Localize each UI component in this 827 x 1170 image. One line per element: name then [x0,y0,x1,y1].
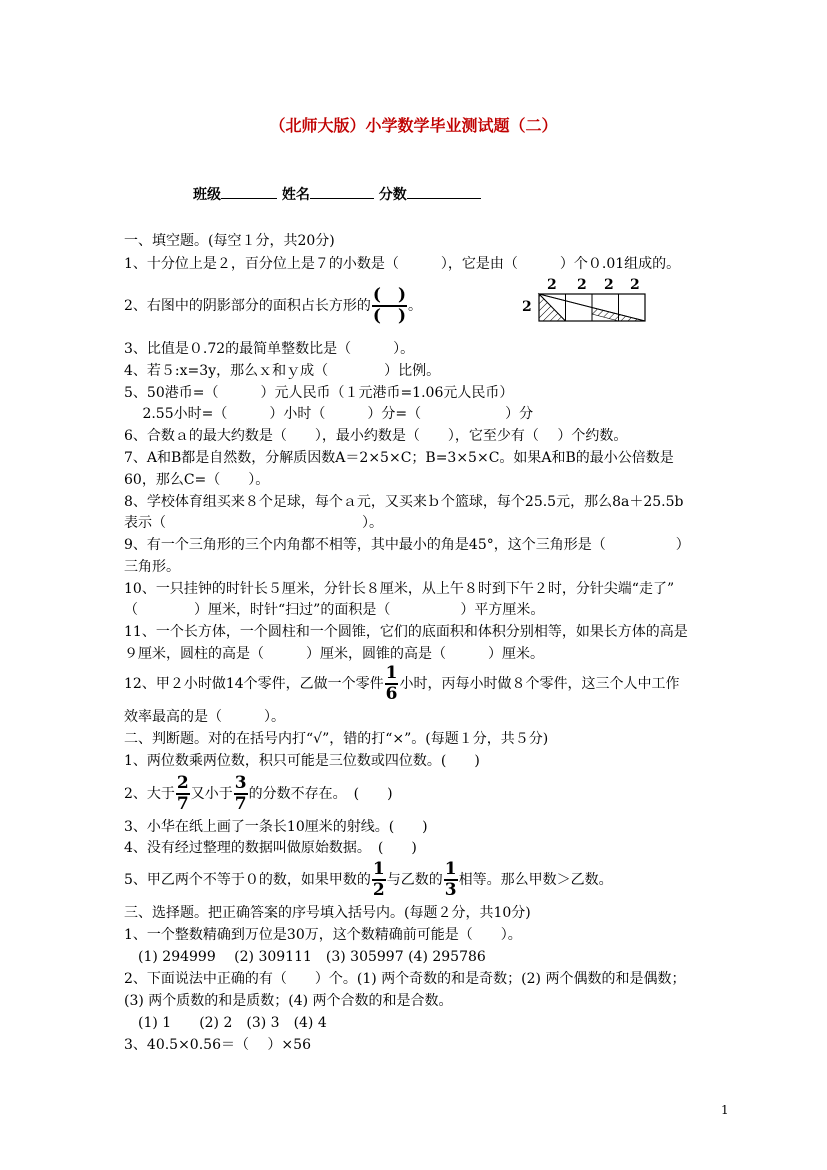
figure-top-label: 2 [577,277,587,293]
question: 3、小华在纸上画了一条长10厘米的射线。( ) [124,819,428,835]
question: 效率最高的是（ ）。 [124,709,285,725]
question: （ ）厘米，时针“扫过”的面积是（ ）平方厘米。 [124,602,545,618]
question: 5、50港币=（ ）元人民币（１元港币=1.06元人民币） [124,385,514,401]
fraction: $\frac{1}{2}$ [372,859,385,900]
student-info [193,184,481,204]
page-title: （北师大版）小学数学毕业测试题（二） [269,116,558,135]
section3-header: 三、选择题。把正确答案的序号填入括号内。(每题２分，共10分) [124,905,531,921]
fraction: $\frac{( )}{( )}$ [372,285,406,326]
class-label: 班级 [193,187,221,203]
question: 2、右图中的阴影部分的面积占长方形的 $\frac{( )}{( )}$ 。 [124,285,422,326]
class-blank [221,184,277,199]
question: 2、大于 $\frac{2}{7}$ 又小于 $\frac{3}{7}$ 的分数不存在。 ( ) [124,773,393,814]
fraction: $\frac{3}{7}$ [234,773,247,814]
question: 4、若５:x=3y，那么ｘ和ｙ成（ ）比例。 [124,363,441,379]
question: 4、没有经过整理的数据叫做原始数据。 ( ) [124,840,417,856]
score-blank [407,184,481,199]
question: 三角形。 [124,559,180,575]
question: 2、下面说法中正确的有（ ）个。(1) 两个奇数的和是奇数；(2) 两个偶数的和是偶数； [124,971,686,987]
question: ９厘米，圆柱的高是（ ）厘米，圆锥的高是（ ）厘米。 [124,646,544,662]
question-options: (1) 1 (2) 2 (3) 3 (4) 4 [124,1015,327,1031]
section2-header: 二、判断题。对的在括号内打“√”，错的打“×”。(每题１分，共５分) [124,731,549,747]
question: 10、一只挂钟的时针长５厘米，分针长８厘米，从上午８时到下午２时，分针尖端“走了” [124,581,675,597]
score-label: 分数 [378,187,407,203]
name-label: 姓名 [281,187,310,203]
name-blank [310,184,374,199]
figure-top-label: 2 [604,277,614,293]
question: 表示（ ）。 [124,515,383,531]
question: 12、甲２小时做14个零件，乙做一个零件 $\frac{1}{6}$ 小时，丙每小时做８个零件，这三个人中工作 [124,663,680,704]
section1-header: 一、填空题。(每空１分，共20分) [124,233,335,249]
question: 2.55小时=（ ）小时（ ）分=（ ）分 [124,406,534,422]
question: 5、甲乙两个不等于０的数，如果甲数的 $\frac{1}{2}$ 与乙数的 $\frac{1}{3}$ 相等。那么甲数＞乙数。 [124,859,613,900]
question: 9、有一个三角形的三个内角都不相等，其中最小的角是45°，这个三角形是（ ） [124,537,690,553]
question: 1、十分位上是２，百分位上是７的小数是（ ），它是由（ ）个０.01组成的。 [124,256,681,272]
fraction: $\frac{1}{6}$ [385,663,398,704]
question: 6、合数ａ的最大约数是（ ），最小约数是（ ），它至少有（ ）个约数。 [124,428,628,444]
shaded-rectangle-figure [517,276,652,326]
figure-top-label: 2 [630,277,640,293]
question: 1、两位数乘两位数，积只可能是三位数或四位数。( ) [124,753,480,769]
question: (3) 两个质数的和是质数；(4) 两个合数的和是合数。 [124,993,453,1009]
figure-top-label: 2 [547,277,557,293]
question: 3、比值是０.72的最简单整数比是（ ）。 [124,341,415,357]
fraction: $\frac{2}{7}$ [176,773,189,814]
fraction: $\frac{1}{3}$ [444,859,457,900]
question: 11、一个长方体，一个圆柱和一个圆锥，它们的底面积和体积分别相等，如果长方体的高是 [124,624,688,640]
question: 3、40.5×0.56＝（ ）×56 [124,1037,311,1053]
question: 1、一个整数精确到万位是30万，这个数精确前可能是（ ）。 [124,927,522,943]
question: 60，那么C=（ ）。 [124,472,270,488]
page-number: 1 [721,1103,729,1117]
question-options: (1) 294999 (2) 309111 (3) 305997 (4) 295786 [124,949,486,965]
question: 7、A和B都是自然数，分解质因数A＝2×5×C；B=3×5×C。如果A和B的最小公倍数是 [124,450,674,466]
figure-side-label: 2 [522,299,532,315]
question: 8、学校体育组买来８个足球，每个ａ元，又买来ｂ个篮球，每个25.5元，那么8a＋25.5b [124,494,684,510]
